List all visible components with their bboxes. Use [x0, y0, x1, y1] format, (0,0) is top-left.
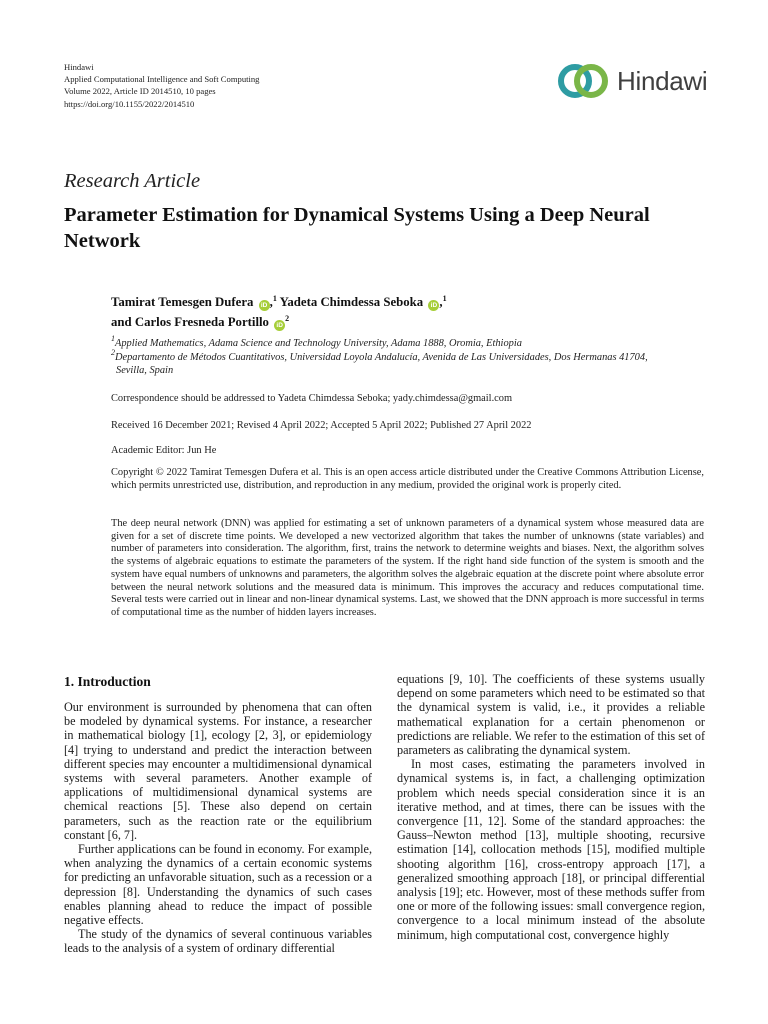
orcid-icon[interactable]: iD	[274, 320, 285, 331]
author-list: Tamirat Temesgen Dufera iD ,$^1$ Yadeta Chimdessa Seboka iD ,$^1$ and Carlos Fresneda Portillo $iD^2$	[111, 294, 447, 329]
article-type: Research Article	[64, 170, 201, 192]
abstract: The deep neural network (DNN) was applied for estimating a set of unknown parameters of a dynamical system whose measured data are given for a set of discrete time points. We developed a new vectorized algorithm that takes the number of unknowns (state variables) and number of parameters into consideration. The algorithm, first, trains the network to determine weights and biases. Next, the algorithm solves the systems of algebraic equations to estimate the parameters of the system. If the right hand side function of the system is smooth and the system have equal numbers of unknowns and parameters, the algorithm solves the algebraic equation at the discrete point where absolute error between the neural network solutions and the measured data is minimum. This improves the accuracy and reduces computational time. Several tests were carried out in linear and non-linear dynamical systems. Last, we showed that the DNN approach is more successful in terms of computational time as the number of hidden layers increases.	[111, 518, 704, 618]
body-paragraph: In most cases, estimating the parameters involved in dynamical systems is, in fact, a challenging optimization problem which needs special consideration since it is an iterative method, and at times, there can be issues with the convergence [11, 12]. Some of the standard approaches: the Gauss–Newton method [13], multiple shooting, recursive estimation [14], collocation methods [15], modified multiple shooting algorithm [16], cross-entropy approach [17], a generalized smoothing approach [18], or principal differential analysis [19]; etc. However, most of these methods suffer from one or more of the following issues: small convergence region, convergence to a local minimum instead of the absolute minimum, high computational cost, convergence highly	[397, 757, 705, 942]
correspondence: Correspondence should be addressed to Yadeta Chimdessa Seboka; yady.chimdessa@gmail.com	[111, 393, 513, 404]
body-column-left	[64, 700, 372, 956]
author-affil-number: 1	[442, 294, 447, 303]
body-paragraph: Our environment is surrounded by phenomena that can often be modeled by dynamical systems. For instance, a researcher in mathematical biology [1], ecology [2, 3], or epidemiology [4] trying to understand and predict the interaction between different species may encounter a multidimensional dynamical systems with several parameters. Another example of applications of multidimensional dynamical systems are chemical reactions [5]. These also depend on certain parameters, such as the reaction rate or the equilibrium constant [6, 7].	[64, 700, 372, 842]
section-heading: 1. Introduction	[64, 674, 151, 689]
body-column-right	[397, 672, 705, 942]
logo-wordmark: Hindawi	[617, 66, 708, 96]
affiliation-continuation: Sevilla, Spain	[116, 365, 174, 377]
affiliation-item: $^1$Applied Mathematics, Adama Science and Technology University, Adama 1888, Oromia, Ethiopia	[111, 334, 522, 349]
affiliations	[111, 334, 711, 378]
article-title: Parameter Estimation for Dynamical Systems Using a Deep Neural Network	[64, 204, 650, 252]
affiliation-item: $^2$Departamento de Métodos Cuantitativos, Universidad Loyola Andalucía, Avenida de Las Universidades, Dos Hermanas 41704,	[111, 347, 648, 363]
body-paragraph: equations [9, 10]. The coefficients of these systems usually depend on some parameters which need to be estimated so that the dynamical system is valid, i.e., it provides a reliable mathematical explanation for a certain phenomenon or predictions are reliable. We refer to the estimation of this set of parameters as calibrating the dynamical system.	[397, 672, 705, 758]
author-name: Carlos Fresneda Portillo	[134, 315, 269, 329]
copyright-notice: Copyright © 2022 Tamirat Temesgen Dufera et al. This is an open access article distributed under the Creative Commons Attribution License, which permits unrestricted use, distribution, and reproduction in any medium, provided the original work is properly cited.	[111, 467, 704, 491]
hindawi-logo	[555, 62, 715, 102]
orcid-icon[interactable]: iD	[259, 300, 270, 311]
volume-info: Volume 2022, Article ID 2014510, 10 pages	[64, 86, 216, 97]
author-name: Tamirat Temesgen Dufera	[111, 295, 254, 309]
author-name: Yadeta Chimdessa Seboka	[279, 295, 424, 309]
authors-connector: and	[111, 315, 132, 329]
publisher-name: Hindawi	[64, 62, 94, 72]
body-paragraph: The study of the dynamics of several continuous variables leads to the analysis of a system of ordinary differential	[64, 927, 372, 956]
journal-name: Applied Computational Intelligence and Soft Computing	[64, 74, 260, 85]
academic-editor: Academic Editor: Jun He	[111, 445, 217, 456]
hindawi-logo-icon	[555, 62, 615, 102]
doi-link[interactable]: https://doi.org/10.1155/2022/2014510	[64, 98, 195, 109]
orcid-icon[interactable]: iD	[428, 300, 439, 311]
article-dates: Received 16 December 2021; Revised 4 April 2022; Accepted 5 April 2022; Published 27 April 2022	[111, 420, 532, 431]
author-affil-number: 2	[285, 314, 290, 323]
body-paragraph: Further applications can be found in economy. For example, when analyzing the dynamics of a certain economic systems for predicting an unfavorable situation, such as a recession or a depression [8]. Understanding the dynamics of such cases enables planning ahead to reduce the impact of possible negative effects.	[64, 842, 372, 928]
author-affil-number: 1	[272, 294, 277, 303]
journal-info	[64, 61, 259, 110]
